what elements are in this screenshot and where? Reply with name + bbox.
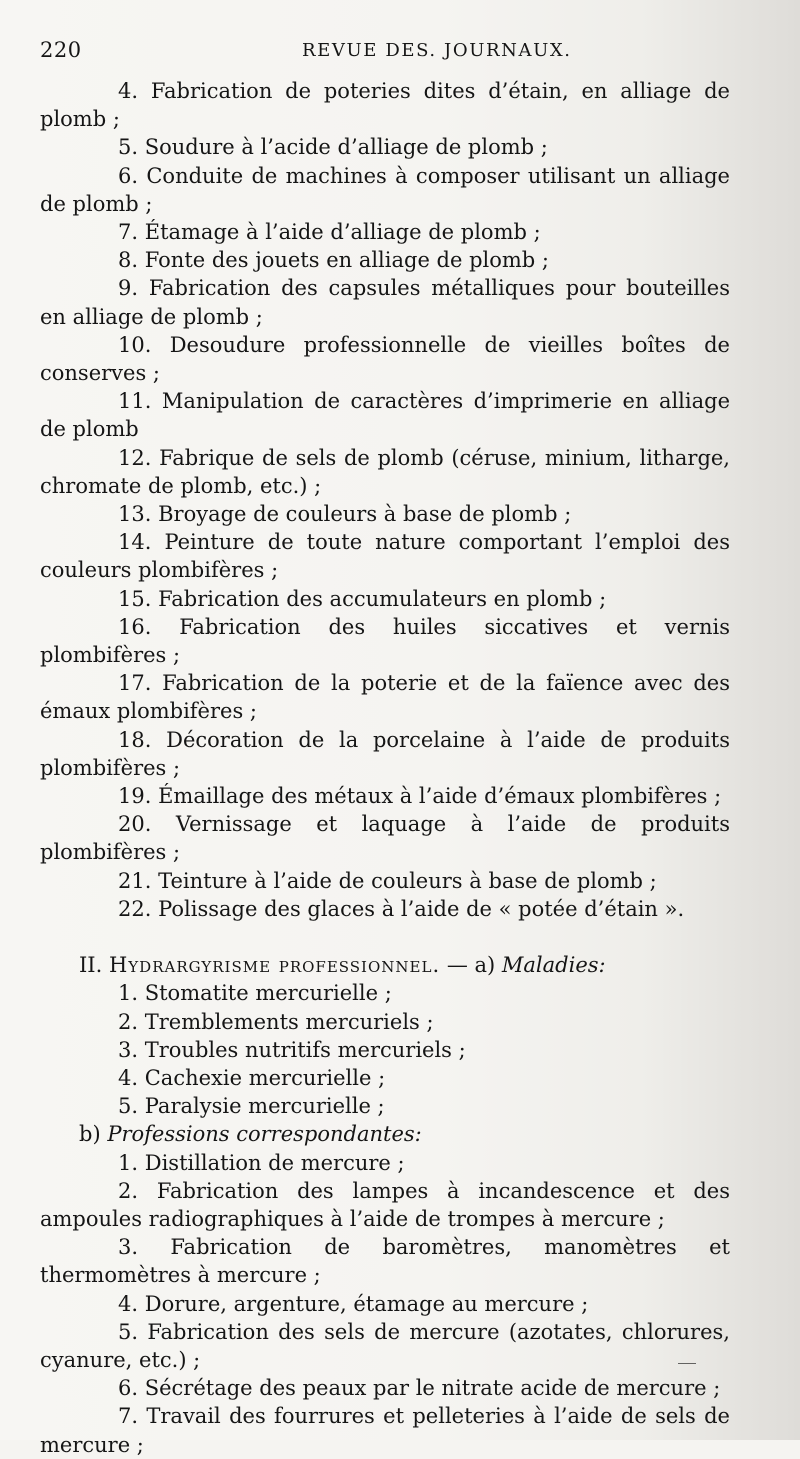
- subsection-b-title: Professions correspondantes:: [107, 1122, 422, 1147]
- list-item: 11. Manipulation de caractères d’imprimerie en alliage de plomb: [40, 389, 730, 442]
- list-item: 7. Travail des fourrures et pelleteries à l’aide de sels de mercure ;: [40, 1404, 730, 1457]
- list-item: 10. Desoudure professionnelle de vieilles boîtes de conserves ;: [40, 332, 730, 386]
- list-item: 1. Distillation de mercure ;: [118, 1150, 405, 1175]
- list-item: 12. Fabrique de sels de plomb (céruse, minium, litharge, chromate de plomb, etc.) ;: [40, 445, 730, 498]
- list-item: 7. Étamage à l’aide d’alliage de plomb ;: [118, 220, 541, 245]
- list-item: 8. Fonte des jouets en alliage de plomb ;: [118, 248, 550, 273]
- list-item: 4. Cachexie mercurielle ;: [118, 1065, 386, 1090]
- list-item: 1. Stomatite mercurielle ;: [118, 981, 392, 1006]
- subsection-a-title: Maladies:: [501, 953, 606, 978]
- list-item: 20. Vernissage et laquage à l’aide de produits plombifères ;: [40, 812, 730, 865]
- page-mark: [678, 1363, 696, 1364]
- section-numeral: II.: [79, 953, 103, 978]
- list-item: 6. Conduite de machines à composer utilisant un alliage de plomb ;: [40, 163, 730, 216]
- page-body: [40, 77, 730, 1459]
- list-item: 5. Fabrication des sels de mercure (azotates, chlorures, cyanure, etc.) ;: [40, 1319, 730, 1372]
- list-item: 9. Fabrication des capsules métalliques pour bouteilles en alliage de plomb ;: [40, 276, 730, 329]
- list-item: 5. Paralysie mercurielle ;: [118, 1094, 385, 1119]
- section-title: Hydrargyrisme professionnel.: [108, 953, 441, 978]
- section-heading: [40, 951, 730, 979]
- list-item: 21. Teinture à l’aide de couleurs à base de plomb ;: [118, 868, 657, 893]
- list-item: 15. Fabrication des accumulateurs en plomb ;: [118, 586, 607, 611]
- list-item: 13. Broyage de couleurs à base de plomb ;: [118, 502, 572, 527]
- list-item: 18. Décoration de la porcelaine à l’aide de produits plombifères ;: [40, 727, 730, 780]
- list-item: 19. Émaillage des métaux à l’aide d’émaux plombifères ;: [118, 784, 722, 809]
- subsection-a-label: a): [474, 953, 496, 978]
- section-spacer: [40, 923, 730, 951]
- list-item: 14. Peinture de toute nature comportant l’emploi des couleurs plombifères ;: [40, 530, 730, 583]
- list-item: 4. Dorure, argenture, étamage au mercure ;: [118, 1291, 589, 1316]
- running-title: REVUE DES. JOURNAUX.: [302, 40, 572, 61]
- list-item: 17. Fabrication de la poterie et de la faïence avec des émaux plombifères ;: [40, 671, 730, 724]
- list-item: 6. Sécrétage des peaux par le nitrate acide de mercure ;: [118, 1376, 721, 1401]
- list-item: 4. Fabrication de poteries dites d’étain, en alliage de plomb ;: [40, 79, 730, 132]
- list-item: 5. Soudure à l’acide d’alliage de plomb ;: [118, 135, 548, 160]
- list-item: 22. Polissage des glaces à l’aide de « potée d’étain ».: [118, 896, 685, 921]
- list-item: 2. Fabrication des lampes à incandescence et des ampoules radiographiques à l’aide de trompes à mercure ;: [40, 1178, 730, 1231]
- list-item: 3. Troubles nutritifs mercuriels ;: [118, 1037, 466, 1062]
- list-item: 2. Tremblements mercuriels ;: [118, 1009, 434, 1034]
- page-number: 220: [40, 38, 82, 62]
- subsection-b-label: b): [79, 1122, 101, 1147]
- list-item: 16. Fabrication des huiles siccatives et vernis plombifères ;: [40, 614, 730, 668]
- list-item: 3. Fabrication de baromètres, manomètres et thermomètres à mercure ;: [40, 1235, 730, 1288]
- section-dash: —: [446, 953, 468, 978]
- subsection-heading: [40, 1120, 730, 1148]
- page-header: [40, 38, 740, 68]
